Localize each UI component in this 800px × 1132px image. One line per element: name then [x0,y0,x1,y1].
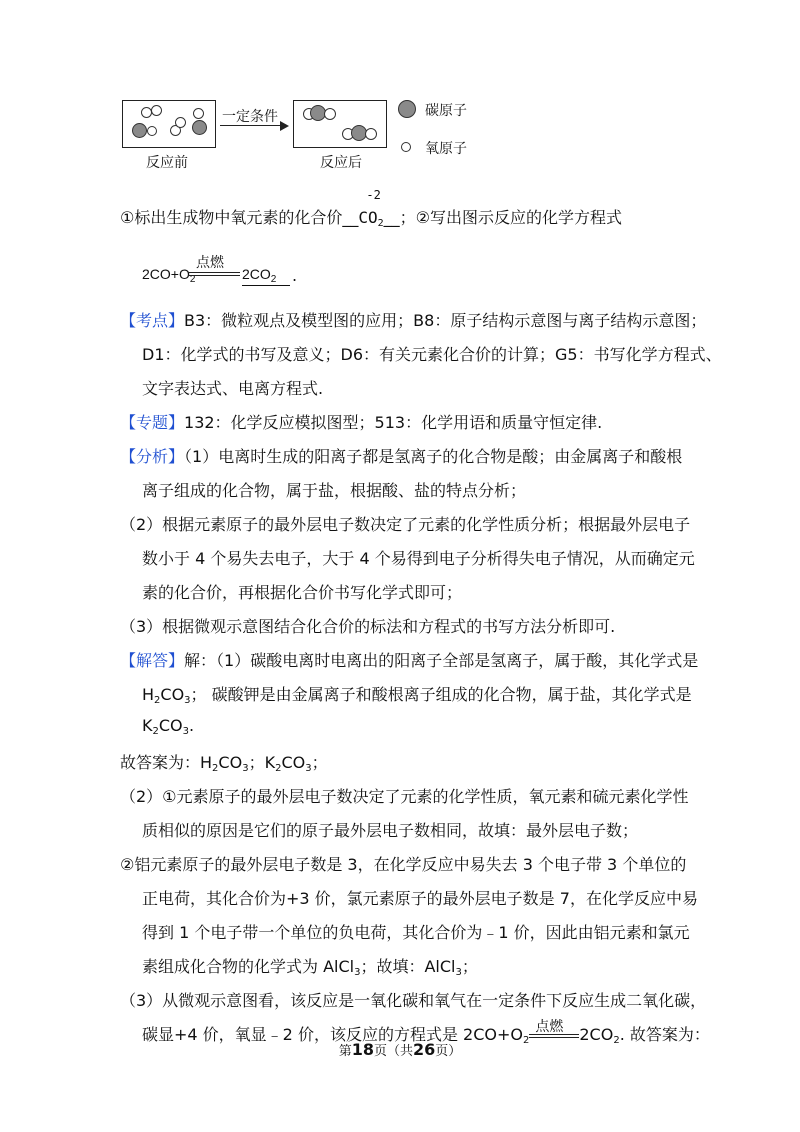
page-footer: 第18页（共26页） [338,1040,462,1059]
carbon-legend-icon [398,100,416,118]
jieda-line-2: $H_2CO_3$； 碳酸钾是由金属离子和酸根离子组成的化合物，属于盐，其化学式是 [142,685,692,706]
reaction-arrow [220,125,280,126]
page-number: 18 [351,1040,374,1059]
blank-close: __ [383,208,400,227]
condition-label: 一定条件 [222,109,278,125]
oxygen-atom [324,108,336,120]
part3-line-2: 碳显+4 价，氧显﹣2 价，该反应的方程式是 $2CO+O_2$ 点燃 $2CO_2$. 故答案为： [142,1022,710,1046]
jieda-tag: 【解答】 [120,651,185,670]
kaodian-line-1 [120,308,706,331]
formula-subscript: 2 [377,218,384,229]
fenxi-text-1: （1）电离时生成的阳离子都是氢离子的化合物是酸；由金属离子和酸根 [184,447,683,466]
fenxi-line-2: 离子组成的化合物，属于盐，根据酸、盐的特点分析； [142,481,527,500]
part2-line-4: 正电荷，其化合价为+3 价，氯元素原子的最外层电子数是 7，在化学反应中易 [142,889,698,908]
part2-line-6: 素组成化合物的化学式为 AlCl$_3$；故填：AlCl$_3$； [142,957,478,978]
answer-line-1: 故答案为：$H_2CO_3$；$K_2CO_3$； [120,753,328,774]
carbon-atom [132,123,147,138]
question-line [120,188,623,229]
fenxi-line-6: （3）根据微观示意图结合化合价的标法和方程式的书写方法分析即可. [120,617,616,636]
kaodian-line-3: 文字表达式、电离方程式. [142,379,324,398]
oxygen-atom [175,117,186,128]
question-suffix: ；②写出图示反应的化学方程式 [399,208,623,227]
fenxi-tag: 【分析】 [120,447,185,466]
kaodian-line-2: D1：化学式的书写及意义；D6：有关元素化合价的计算；G5：书写化学方程式、 [142,345,722,364]
part2-line-3: ②铝元素原子的最外层电子数是 3，在化学反应中易失去 3 个电子带 3 个单位的 [120,855,687,874]
equation-left: $2CO+O_2$ [142,266,196,285]
jieda-text-1: 解：（1）碳酸电离时电离出的阳离子全部是氢离子，属于酸，其化学式是 [184,651,699,670]
equation-end: . [292,266,298,285]
fenxi-line-4: 数小于 4 个易失去电子，大于 4 个易得到电子分析得失电子情况，从而确定元 [142,549,695,568]
zhuanti-tag: 【专题】 [120,413,185,432]
part2-line-5: 得到 1 个电子带一个单位的负电荷，其化合价为﹣1 价，因此由铝元素和氯元 [142,923,690,942]
kaodian-tag: 【考点】 [120,311,185,330]
zhuanti-text: 132：化学反应模拟图型；513：化学用语和质量守恒定律. [184,413,603,432]
fenxi-line-5: 素的化合价，再根据化合价书写化学式即可； [142,583,463,602]
after-box [293,100,387,148]
after-label: 反应后 [320,155,362,171]
part2-line-2: 质相似的原因是它们的原子最外层电子数相同，故填：最外层电子数； [142,821,639,840]
part2-line-1: （2）①元素原子的最外层电子数决定了元素的化学性质，氧元素和硫元素化学性 [120,787,689,806]
before-box [122,100,216,148]
equation-2-equals [529,1019,579,1040]
equation-condition: 点燃 [196,255,224,271]
kaodian-text-1: B3：微粒观点及模型图的应用；B8：原子结构示意图与离子结构示意图； [184,311,707,330]
oxygen-atom [193,108,204,119]
valence-superscript: -2 [366,188,381,202]
before-label: 反应前 [146,155,188,171]
legend-carbon-label: 碳原子 [425,103,467,119]
co2-valence-formula [358,188,384,229]
legend-oxygen-label: 氧原子 [425,141,467,157]
oxygen-legend-icon [401,142,411,152]
equation-2-condition: 点燃 [535,1019,564,1035]
oxygen-atom [365,128,377,140]
oxygen-atom [151,105,162,116]
arrow-head-icon [280,121,289,131]
equation-right: $2CO_2$ [242,266,290,286]
oxygen-atom [147,126,157,136]
formula-main: CO [358,208,378,227]
zhuanti-line [120,410,602,433]
fenxi-line-3: （2）根据元素原子的最外层电子数决定了元素的化学性质分析；根据最外层电子 [120,515,691,534]
fenxi-line-1 [120,444,682,467]
carbon-atom [192,120,207,135]
blank-open: __ [342,208,359,227]
page-total: 26 [413,1040,436,1059]
jieda-line-1 [120,648,698,671]
question-prefix: ①标出生成物中氧元素的化合价 [120,208,343,227]
part3-line-1: （3）从微观示意图看，该反应是一氧化碳和氧气在一定条件下反应生成二氧化碳， [120,991,707,1010]
equation-equals [188,272,240,276]
jieda-line-3: $K_2CO_3$. [142,716,195,737]
